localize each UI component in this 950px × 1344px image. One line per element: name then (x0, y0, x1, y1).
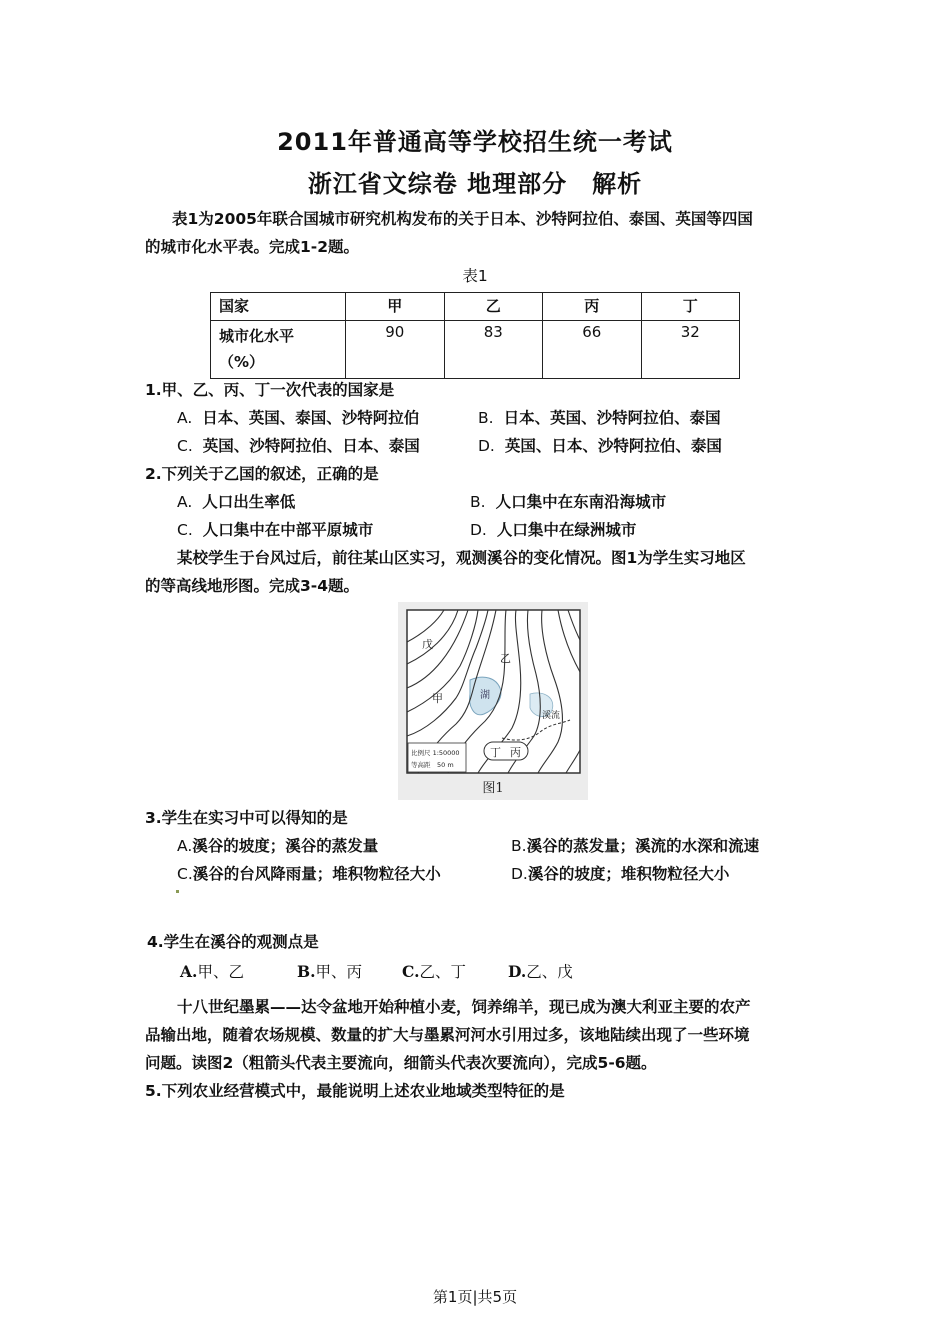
option-letter: A. (177, 493, 193, 511)
urbanization-table (210, 292, 740, 379)
option-text: 人口集中在绿洲城市 (496, 521, 637, 539)
table-row-label (211, 321, 346, 379)
label-wu: 戊 (422, 638, 433, 651)
q4-stem: 4.学生在溪谷的观测点是 (147, 933, 319, 951)
table1-caption: 表1 (462, 267, 488, 285)
q3-option-c (177, 860, 441, 888)
option-letter: B. (511, 837, 527, 855)
option-letter: B. (470, 493, 486, 511)
label-lake: 湖 (480, 690, 490, 701)
option-text: 人口集中在东南沿海城市 (495, 493, 667, 511)
option-text: 日本、英国、沙特阿拉伯、泰国 (503, 409, 721, 427)
intro1-line2: 的城市化水平表。完成1-2题。 (145, 238, 360, 256)
option-letter: B. (478, 409, 494, 427)
label-jia: 甲 (432, 692, 443, 705)
option-letter: C. (177, 865, 193, 883)
q3-stem: 3.学生在实习中可以得知的是 (145, 809, 348, 827)
q3-option-a (177, 832, 378, 860)
stray-dot (176, 890, 179, 893)
q3-option-b (511, 832, 759, 860)
q2-option-d (470, 516, 636, 544)
q1-option-c (177, 432, 420, 460)
intro3-line1: 十八世纪墨累——达令盆地开始种植小麦，饲养绵羊，现已成为澳大利亚主要的农产 (177, 998, 751, 1016)
option-text: 甲、丙 (315, 963, 363, 981)
row-label-main: 城市化水平 (219, 327, 295, 345)
q4-option-d (508, 958, 573, 986)
q1-option-b (478, 404, 721, 432)
option-text: 人口集中在中部平原城市 (202, 521, 374, 539)
intro3-line3: 问题。读图2（粗箭头代表主要流向，细箭头代表次要流向），完成5-6题。 (145, 1054, 657, 1072)
table-row (211, 321, 740, 379)
option-letter: C. (402, 962, 420, 981)
option-text: 溪谷的坡度；堆积物粒径大小 (527, 865, 730, 883)
option-text: 甲、乙 (197, 963, 244, 981)
table-header-cell: 丁 (641, 293, 740, 321)
option-text: 乙、丁 (419, 963, 466, 981)
contour-map-figure (398, 602, 588, 800)
table-header-cell: 甲 (346, 293, 445, 321)
row-label-unit: （%） (219, 353, 265, 371)
q4-option-b (297, 958, 362, 986)
label-ding: 丁 (490, 746, 501, 759)
option-text: 乙、戊 (526, 963, 573, 981)
figure1-caption: 图1 (482, 781, 504, 796)
option-text: 溪谷的坡度；溪谷的蒸发量 (192, 837, 379, 855)
intro3-line2: 品输出地，随着农场规模、数量的扩大与墨累河河水引用过多，该地陆续出现了一些环境 (145, 1026, 750, 1044)
page-title: 2011年普通高等学校招生统一考试 (277, 128, 673, 156)
q1-option-d (478, 432, 722, 460)
option-letter: B. (297, 962, 316, 981)
q2-option-a (177, 488, 295, 516)
option-letter: D. (470, 521, 487, 539)
option-text: 溪谷的蒸发量；溪流的水深和流速 (526, 837, 760, 855)
option-text: 日本、英国、泰国、沙特阿拉伯 (202, 409, 420, 427)
table-cell: 90 (346, 321, 445, 379)
table-cell: 32 (641, 321, 740, 379)
option-text: 英国、日本、沙特阿拉伯、泰国 (504, 437, 722, 455)
option-text: 人口出生率低 (202, 493, 296, 511)
scale-text: 比例尺 1:50000 (411, 749, 460, 757)
q2-stem: 2.下列关于乙国的叙述，正确的是 (145, 465, 379, 483)
option-letter: D. (478, 437, 495, 455)
page-footer: 第1页|共5页 (432, 1288, 518, 1306)
table-cell: 66 (543, 321, 642, 379)
option-letter: A. (180, 962, 198, 981)
q4-option-c (402, 958, 466, 986)
q4-option-a (180, 958, 244, 986)
intro2-line1: 某校学生于台风过后，前往某山区实习，观测溪谷的变化情况。图1为学生实习地区 (177, 549, 746, 567)
label-yi: 乙 (500, 652, 511, 665)
q2-option-c (177, 516, 373, 544)
label-river: 溪流 (542, 711, 561, 721)
q3-option-d (511, 860, 729, 888)
q5-stem: 5.下列农业经营模式中，最能说明上述农业地域类型特征的是 (145, 1082, 565, 1100)
intro1-line1: 表1为2005年联合国城市研究机构发布的关于日本、沙特阿拉伯、泰国、英国等四国 (172, 210, 753, 228)
q2-option-b (470, 488, 666, 516)
table-header-cell: 丙 (543, 293, 642, 321)
option-letter: D. (511, 865, 528, 883)
option-text: 溪谷的台风降雨量；堆积物粒径大小 (192, 865, 441, 883)
table-header-cell: 国家 (211, 293, 346, 321)
q1-option-a (177, 404, 419, 432)
label-bing: 丙 (510, 746, 521, 759)
interval-text: 等高距 50 m (411, 761, 454, 769)
table-cell: 83 (444, 321, 543, 379)
option-text: 英国、沙特阿拉伯、日本、泰国 (202, 437, 420, 455)
intro2-line2: 的等高线地形图。完成3-4题。 (145, 577, 360, 595)
table-header-row (211, 293, 740, 321)
option-letter: D. (508, 962, 527, 981)
q1-stem: 1.甲、乙、丙、丁一次代表的国家是 (145, 381, 395, 399)
option-letter: A. (177, 409, 193, 427)
option-letter: A. (177, 837, 193, 855)
option-letter: C. (177, 437, 193, 455)
table-header-cell: 乙 (444, 293, 543, 321)
option-letter: C. (177, 521, 193, 539)
page-subtitle: 浙江省文综卷 地理部分 解析 (307, 170, 643, 198)
